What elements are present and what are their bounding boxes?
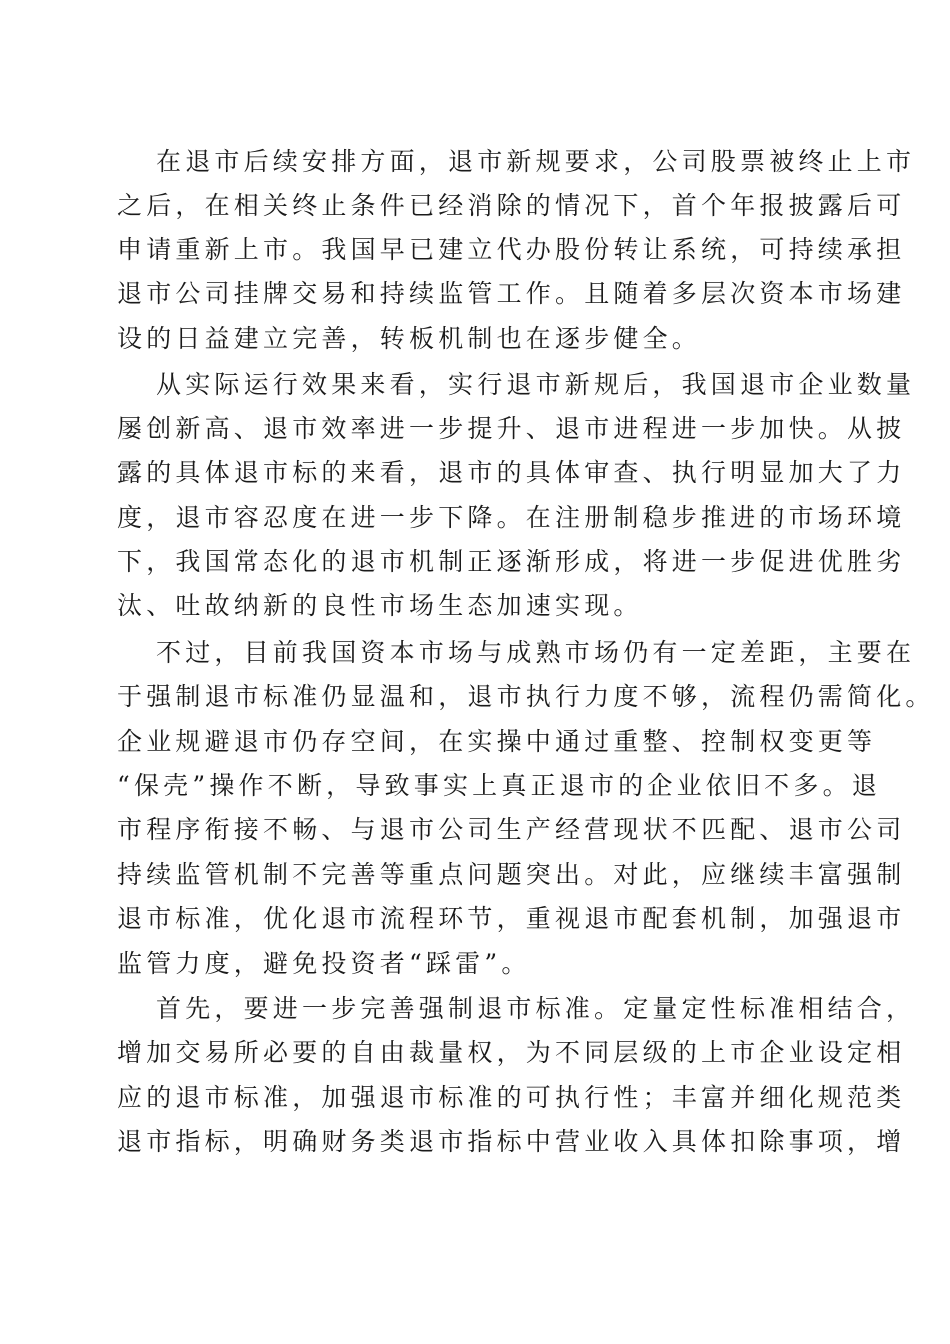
text-line: 之后，在相关终止条件已经消除的情况下，首个年报披露后可 (117, 191, 906, 220)
text-line: 汰、吐故纳新的良性市场生态加速实现。 (117, 591, 643, 620)
text-line: 露的具体退市标的来看，退市的具体审查、执行明显加大了力 (117, 458, 906, 487)
text-line: 增加交易所必要的自由裁量权，为不同层级的上市企业设定相 (117, 1038, 906, 1067)
text-line: 企业规避退市仍存空间，在实操中通过重整、控制权变更等 (117, 727, 877, 756)
text-line: 度，退市容忍度在进一步下降。在注册制稳步推进的市场环境 (117, 503, 906, 532)
text-line: 持续监管机制不完善等重点问题突出。对此，应继续丰富强制 (117, 860, 906, 889)
text-line: 市程序衔接不畅、与退市公司生产经营现状不匹配、退市公司 (117, 815, 906, 844)
text-line: 退市指标，明确财务类退市指标中营业收入具体扣除事项，增 (117, 1127, 906, 1156)
text-line: 设的日益建立完善，转板机制也在逐步健全。 (117, 324, 702, 353)
text-line: 监管力度，避免投资者“踩雷”。 (117, 949, 531, 978)
text-line: 首先，要进一步完善强制退市标准。定量定性标准相结合， (156, 994, 916, 1023)
text-line: 下，我国常态化的退市机制正逐渐形成，将进一步促进优胜劣 (117, 547, 906, 576)
text-line: 在退市后续安排方面，退市新规要求，公司股票被终止上市 (156, 147, 916, 176)
text-line: “保壳”操作不断，导致事实上真正退市的企业依旧不多。退 (117, 771, 881, 800)
text-line: 应的退市标准，加强退市标准的可执行性；丰富并细化规范类 (117, 1083, 906, 1112)
text-line: 申请重新上市。我国早已建立代办股份转让系统，可持续承担 (117, 235, 906, 264)
text-line: 从实际运行效果来看，实行退市新规后，我国退市企业数量 (156, 370, 916, 399)
text-line: 屡创新高、退市效率进一步提升、退市进程进一步加快。从披 (117, 414, 906, 443)
text-line: 不过，目前我国资本市场与成熟市场仍有一定差距，主要在 (156, 638, 916, 667)
text-line: 于强制退市标准仍显温和，退市执行力度不够，流程仍需简化。 (117, 682, 935, 711)
text-line: 退市标准，优化退市流程环节，重视退市配套机制，加强退市 (117, 904, 906, 933)
text-line: 退市公司挂牌交易和持续监管工作。且随着多层次资本市场建 (117, 279, 906, 308)
